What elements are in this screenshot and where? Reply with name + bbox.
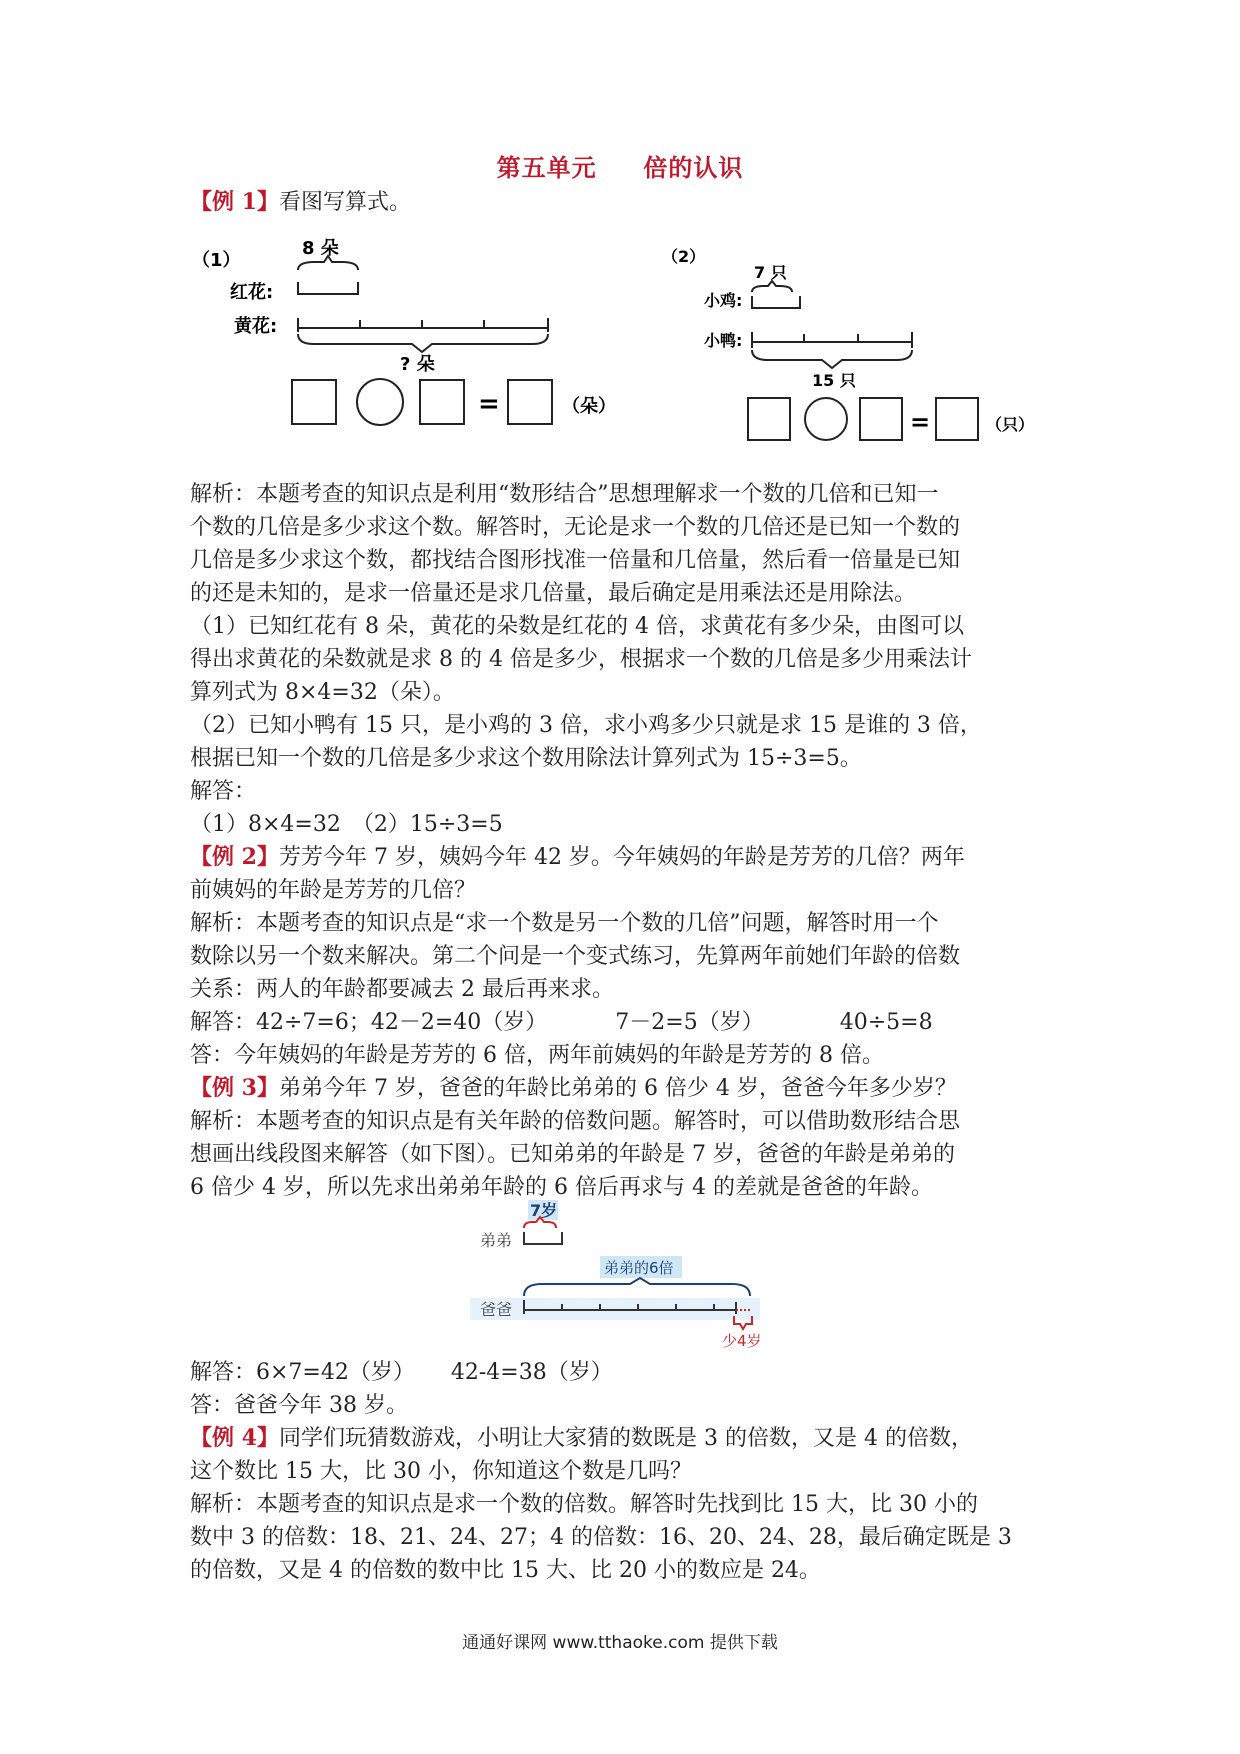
ex4-line: 这个数比 15 大，比 30 小，你知道这个数是几吗？ [190, 1459, 692, 1484]
ex2-line: 数除以另一个数来解决。第二个问是一个变式练习，先算两年前她们年龄的倍数 [190, 944, 961, 969]
ex1-analysis-line: （1）已知红花有 8 朵，黄花的朵数是红花的 4 倍，求黄花有多少朵，由图可以 [190, 614, 964, 639]
fig2-chick-segment [752, 296, 800, 308]
fig1-top-label: 8 朵 [302, 238, 339, 259]
ex1-analysis-line: 根据已知一个数的几倍是多少求这个数用除法计算列式为 15÷3=5。 [190, 746, 862, 771]
ex1-analysis-line: 算列式为 8×4=32（朵）。 [190, 680, 455, 705]
fig1-answer-box [292, 380, 336, 424]
ex2-question: 芳芳今年 7 岁，姨妈今年 42 岁。今年姨妈的年龄是芳芳的几倍？两年 [278, 845, 965, 870]
ex1-figure-2 [660, 236, 1060, 456]
ex3-line: 想画出线段图来解答（如下图）。已知弟弟的年龄是 7 岁，爸爸的年龄是弟弟的 [190, 1142, 955, 1167]
fig2-top-label: 7 只 [754, 263, 787, 282]
fig3-row2-label: 爸爸 [480, 1300, 513, 1319]
fig2-bottom-label: 15 只 [812, 371, 856, 390]
fig2-index: （2） [662, 247, 706, 266]
ex1-analysis-line: （2）已知小鸭有 15 只，是小鸡的 3 倍，求小鸡多少只就是求 15 是谁的 3 倍， [190, 713, 982, 738]
title-topic: 倍的认识 [643, 153, 744, 182]
fig3-mid-label: 弟弟的6倍 [604, 1259, 674, 1277]
fig3-less-label: 少4岁 [722, 1332, 762, 1348]
content-tail [190, 1356, 1058, 1587]
fig2-row2-label: 小鸭: [704, 331, 743, 350]
ex3-tag: 【例 3】 [190, 1075, 279, 1101]
ex1-analysis-line: 几倍是多少求这个数，都找结合图形找准一倍量和几倍量，然后看一倍量是已知 [190, 548, 961, 573]
fig3-row1-label: 弟弟 [480, 1231, 513, 1250]
ex1-figure-1 [190, 230, 670, 450]
ex2-answer-c: 40÷5=8 [839, 1010, 933, 1035]
content [190, 186, 1058, 219]
fig1-equals: = [478, 389, 500, 419]
fig1-unit: （朵） [562, 396, 616, 417]
ex4-line: 的倍数，又是 4 的倍数的数中比 15 大、比 20 小的数应是 24。 [190, 1558, 821, 1583]
ex2-final: 答：今年姨妈的年龄是芳芳的 6 倍，两年前姨妈的年龄是芳芳的 8 倍。 [190, 1043, 884, 1068]
ex3-final: 答：爸爸今年 38 岁。 [190, 1393, 408, 1418]
ex3-question: 弟弟今年 7 岁，爸爸的年龄比弟弟的 6 倍少 4 岁，爸爸今年多少岁？ [278, 1076, 957, 1101]
ex1-answer: （1）8×4=32 （2）15÷3=5 [190, 812, 503, 837]
ex1-tag: 【例 1】 [190, 189, 279, 215]
ex1-analysis-line: 个数的几倍是多少求这个数。解答时，无论是求一个数的几倍还是已知一个数的 [190, 515, 961, 540]
ex2-line: 关系：两人的年龄都要减去 2 最后再来求。 [190, 977, 614, 1002]
page-title [0, 148, 1240, 183]
fig2-answer-box [860, 398, 902, 440]
ex3-answer [190, 1356, 1058, 1389]
ex3-answer-a: 解答：6×7=42（岁） [190, 1360, 415, 1385]
fig2-answer-box [748, 398, 790, 440]
ex4-heading [190, 1422, 1058, 1455]
ex4-tag: 【例 4】 [190, 1425, 279, 1451]
fig2-bottom-brace [752, 350, 912, 368]
ex2-tag: 【例 2】 [190, 844, 279, 870]
fig2-row1-label: 小鸡: [704, 291, 743, 310]
fig3-top-label: 7岁 [530, 1201, 558, 1220]
ex3-line: 6 倍少 4 岁，所以先求出弟弟年龄的 6 倍后再求与 4 的差就是爸爸的年龄。 [190, 1175, 933, 1200]
ex1-answer-label: 解答： [190, 779, 257, 804]
ex1-analysis-line: 解析：本题考查的知识点是利用“数形结合”思想理解求一个数的几倍和已知一 [190, 482, 939, 507]
fig1-index: （1） [192, 250, 241, 271]
fig3-mid-brace [524, 1278, 750, 1296]
fig1-result-box [508, 380, 552, 424]
fig1-answer-box [420, 380, 464, 424]
ex1-analysis-line: 的还是未知的，是求一倍量还是求几倍量，最后确定是用乘法还是用除法。 [190, 581, 917, 606]
fig2-result-box [936, 398, 978, 440]
fig1-red-segment [298, 282, 358, 294]
ex4-line: 数中 3 的倍数：18、21、24、27；4 的倍数：16、20、24、28，最后确定既是 3 [190, 1525, 1012, 1550]
ex3-figure [470, 1198, 790, 1348]
ex4-question: 同学们玩猜数游戏，小明让大家猜的数既是 3 的倍数，又是 4 的倍数， [278, 1426, 973, 1451]
fig3-brother-segment [524, 1232, 562, 1244]
ex1-prompt: 看图写算式。 [278, 190, 411, 215]
title-unit: 第五单元 [496, 153, 597, 182]
ex2-answer-a: 解答：42÷7=6；42－2=40（岁） [190, 1010, 548, 1035]
ex4-line: 解析：本题考查的知识点是求一个数的倍数。解答时先找到比 15 大，比 30 小的 [190, 1492, 978, 1517]
content-main [190, 478, 1058, 1204]
fig1-row1-label: 红花: [230, 282, 274, 303]
fig2-unit: （只） [986, 415, 1035, 434]
ex2-heading [190, 841, 1058, 874]
fig1-bottom-label: ? 朵 [400, 354, 435, 375]
fig2-top-brace [752, 281, 792, 292]
ex3-heading [190, 1072, 1058, 1105]
ex2-line: 前姨妈的年龄是芳芳的几倍？ [190, 878, 477, 903]
fig2-operator-circle [805, 398, 847, 440]
ex1-heading [190, 186, 1058, 219]
ex2-line: 解析：本题考查的知识点是“求一个数是另一个数的几倍”问题，解答时用一个 [190, 911, 939, 936]
ex3-answer-b: 42-4=38（岁） [450, 1360, 613, 1385]
page-footer: 通通好课网 www.tthaoke.com 提供下载 [462, 1633, 778, 1653]
fig1-operator-circle [357, 379, 403, 425]
ex1-analysis-line: 得出求黄花的朵数就是求 8 的 4 倍是多少，根据求一个数的几倍是多少用乘法计 [190, 647, 972, 672]
ex2-answer [190, 1006, 1058, 1039]
fig1-bottom-brace [298, 334, 548, 352]
fig1-row2-label: 黄花: [234, 316, 278, 337]
ex3-line: 解析：本题考查的知识点是有关年龄的倍数问题。解答时，可以借助数形结合思 [190, 1109, 961, 1134]
ex2-answer-b: 7－2=5（岁） [615, 1010, 764, 1035]
fig2-equals: = [910, 408, 931, 436]
